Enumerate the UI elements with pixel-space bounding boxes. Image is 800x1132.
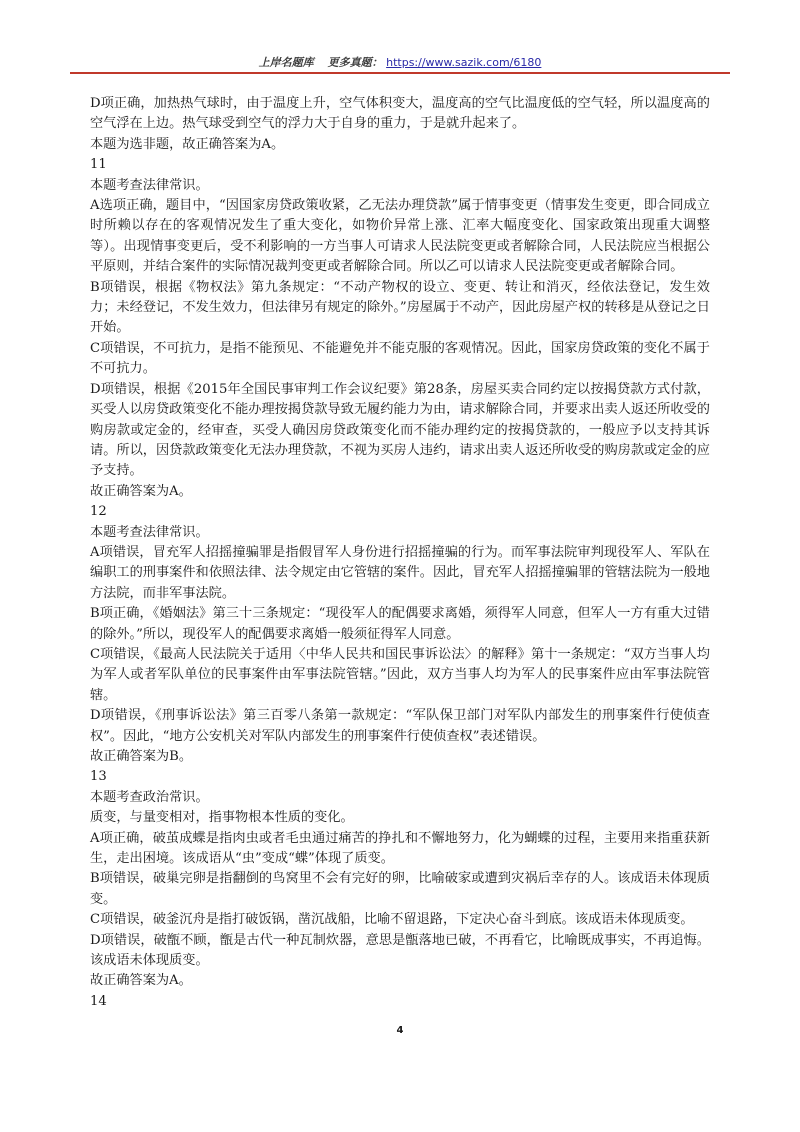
source-link[interactable]: https://www.sazik.com/6180: [386, 56, 542, 69]
paragraph: A项错误，冒充军人招摇撞骗罪是指假冒军人身份进行招摇撞骗的行为。而军事法院审判现役军人、军队在编职工的刑事案件和依照法律、法令规定由它管辖的案件。因此，冒充军人招摇撞骗罪的管辖法院为一般地方法院，而非军事法院。: [90, 544, 710, 601]
paragraph: 故正确答案为A。: [90, 483, 192, 499]
paragraph: D项错误，根据《2015年全国民事审判工作会议纪要》第28条，房屋买卖合同约定以按揭贷款方式付款，买受人以房贷政策变化不能办理按揭贷款导致无履约能力为由，请求解除合同，并要求出卖人返还所收受的购房款或定金的，经审查，买受人确因房贷政策变化而不能办理约定的按揭贷款的，一般应予以支持其诉请。所以，因贷款政策变化无法办理贷款，不视为买房人违约，请求出卖人返还所收受的购房款或定金的应予支持。: [90, 381, 710, 479]
question-number: 13: [90, 769, 107, 785]
paragraph: D项错误，《刑事诉讼法》第三百零八条第一款规定：“军队保卫部门对军队内部发生的刑事案件行使侦查权”。因此，“地方公安机关对军队内部发生的刑事案件行使侦查权”表述错误。: [90, 708, 710, 744]
question-number: 12: [90, 504, 107, 520]
paragraph: C项错误，破釜沉舟是指打破饭锅，凿沉战船，比喻不留退路，下定决心奋斗到底。该成语未体现质变。: [90, 912, 694, 928]
paragraph: B项正确，《婚姻法》第三十三条规定：“现役军人的配偶要求离婚，须得军人同意，但军人一方有重大过错的除外。”所以，现役军人的配偶要求离婚一般须征得军人同意。: [90, 606, 710, 642]
paragraph: A项正确，破茧成蝶是指肉虫或者毛虫通过痛苦的挣扎和不懈地努力，化为蝴蝶的过程，主要用来指重获新生，走出困境。该成语从“虫”变成“蝶”体现了质变。: [90, 830, 710, 867]
paragraph: 本题考查法律常识。: [90, 177, 209, 193]
paragraph: D项正确，加热热气球时，由于温度上升，空气体积变大，温度高的空气比温度低的空气轻，所以温度高的空气浮在上边。热气球受到空气的浮力大于自身的重力，于是就升起来了。: [90, 96, 710, 132]
paragraph: C项错误，《最高人民法院关于适用〈中华人民共和国民事诉讼法〉的解释》第十一条规定：“双方当事人均为军人或者军队单位的民事案件由军事法院管辖。”因此，双方当事人均为军人的民事案件应由军事法院管辖。: [90, 646, 710, 703]
paragraph: 故正确答案为A。: [90, 973, 192, 989]
paragraph: 本题考查法律常识。: [90, 524, 209, 540]
paragraph: B项错误，破巢完卵是指翻倒的鸟窝里不会有完好的卵，比喻破家或遭到灾祸后幸存的人。该成语未体现质变。: [90, 871, 710, 907]
paragraph: 质变，与量变相对，指事物根本性质的变化。: [90, 810, 354, 826]
question-number: 11: [90, 157, 107, 173]
paragraph: C项错误，不可抗力，是指不能预见、不能避免并不能克服的客观情况。因此，国家房贷政策的变化不属于不可抗力。: [90, 340, 710, 377]
site-label: 上岸名题库: [258, 56, 314, 69]
paragraph: A选项正确，题目中，“因国家房贷政策收紧，乙无法办理贷款”属于情事变更（情事发生变更，即合同成立时所赖以存在的客观情况发生了重大变化，如物价异常上涨、汇率大幅度变化、国家政策出现重大调整等）。出现情事变更后，受不利影响的一方当事人可请求人民法院变更或者解除合同，人民法院应当根据公平原则，并结合案件的实际情况裁判变更或者解除合同。所以乙可以请求人民法院变更或者解除合同。: [90, 198, 710, 275]
header-rule: [70, 72, 730, 74]
question-number: 14: [90, 993, 107, 1009]
paragraph: 本题考查政治常识。: [90, 789, 209, 805]
paragraph: 本题为选非题，故正确答案为A。: [90, 136, 285, 152]
paragraph: 故正确答案为B。: [90, 749, 193, 764]
page-header: [70, 54, 730, 70]
link-prefix: 更多真题：: [327, 56, 383, 69]
page-number: 4: [396, 1025, 404, 1036]
paragraph: B项错误，根据《物权法》第九条规定：“不动产物权的设立、变更、转让和消灭，经依法登记，发生效力；未经登记，不发生效力，但法律另有规定的除外。”房屋属于不动产，因此房屋产权的转移是从登记之日开始。: [90, 279, 710, 336]
paragraph: D项错误，破甑不顾，甑是古代一种瓦制炊器，意思是甑落地已破，不再看它，比喻既成事实，不再追悔。该成语未体现质变。: [90, 932, 710, 969]
document-body: [90, 94, 710, 1012]
